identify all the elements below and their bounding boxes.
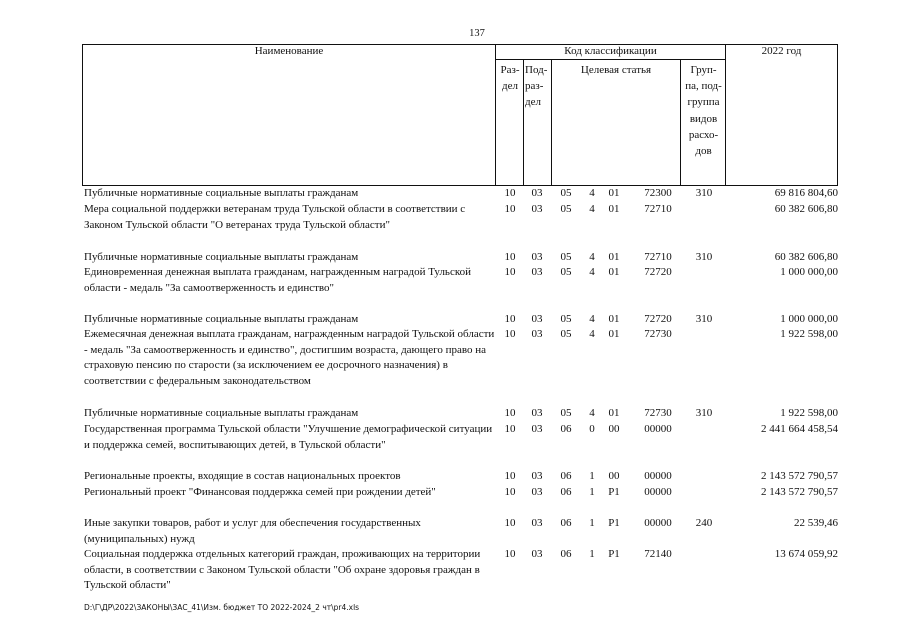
row-name: Региональные проекты, входящие в состав национальных проектов — [84, 470, 401, 482]
program-cell: 05 — [560, 203, 572, 215]
event-cell: P1 — [608, 486, 620, 498]
code-divider — [495, 59, 725, 60]
event-cell: P1 — [608, 548, 620, 560]
direction-cell: 72730 — [644, 407, 672, 419]
direction-cell: 72720 — [644, 266, 672, 278]
razdel-cell: 10 — [504, 187, 516, 199]
direction-cell: 72710 — [644, 251, 672, 263]
amount-cell: 69 816 804,60 — [774, 187, 838, 199]
row-name: Социальная поддержка отдельных категорий граждан, проживающих на территории области, в соответствии с Законом Тульской области "Об охране здоровья граждан в Тульской области" — [84, 548, 481, 592]
razdel-cell: 10 — [504, 486, 516, 498]
subprogram-cell: 1 — [589, 548, 595, 560]
direction-cell: 00000 — [644, 470, 672, 482]
amount-cell: 1 000 000,00 — [780, 266, 838, 278]
program-cell: 06 — [560, 423, 572, 435]
code-header: Код классификации — [564, 45, 657, 57]
event-cell: 00 — [608, 423, 620, 435]
program-cell: 05 — [560, 313, 572, 325]
subprogram-cell: 4 — [589, 203, 595, 215]
event-cell: 01 — [608, 407, 620, 419]
podrazdel-cell: 03 — [531, 251, 543, 263]
amount-cell: 1 922 598,00 — [780, 407, 838, 419]
row-name: Публичные нормативные социальные выплаты гражданам — [84, 313, 359, 325]
subprogram-cell: 0 — [589, 423, 595, 435]
row-name: Единовременная денежная выплата гражданам, награжденным наградой Тульской области - медаль "За самоотверженность и единство" — [84, 266, 471, 294]
podrazdel-cell: 03 — [531, 266, 543, 278]
event-cell: 01 — [608, 187, 620, 199]
direction-cell: 72730 — [644, 328, 672, 340]
vid-cell: 310 — [695, 251, 713, 263]
event-cell: 01 — [608, 266, 620, 278]
podrazdel-cell: 03 — [531, 203, 543, 215]
razdel-header: Раз- дел — [500, 64, 520, 93]
amount-cell: 13 674 059,92 — [774, 548, 838, 560]
row-name: Государственная программа Тульской области "Улучшение демографической ситуации и поддержка семей, воспитывающих детей, в Тульской области" — [84, 423, 493, 451]
subprogram-cell: 4 — [589, 313, 595, 325]
direction-cell: 72300 — [644, 187, 672, 199]
razdel-cell: 10 — [504, 517, 516, 529]
direction-cell: 00000 — [644, 517, 672, 529]
direction-cell: 72710 — [644, 203, 672, 215]
razdel-cell: 10 — [504, 423, 516, 435]
code-column-divider — [725, 44, 726, 186]
subprogram-cell: 4 — [589, 266, 595, 278]
name-column-divider — [495, 44, 496, 186]
podrazdel-cell: 03 — [531, 313, 543, 325]
program-cell: 06 — [560, 470, 572, 482]
direction-cell: 00000 — [644, 423, 672, 435]
program-cell: 06 — [560, 486, 572, 498]
name-header: Наименование — [254, 45, 324, 57]
podrazdel-cell: 03 — [531, 187, 543, 199]
razdel-cell: 10 — [504, 251, 516, 263]
vid-cell: 310 — [695, 407, 713, 419]
subprogram-cell: 1 — [589, 470, 595, 482]
amount-cell: 60 382 606,80 — [774, 203, 838, 215]
subprogram-cell: 4 — [589, 407, 595, 419]
row-name: Иные закупки товаров, работ и услуг для обеспечения государственных (муниципальных) нужд — [84, 517, 421, 545]
subprogram-cell: 4 — [589, 328, 595, 340]
razdel-cell: 10 — [504, 470, 516, 482]
podrazdel-cell: 03 — [531, 486, 543, 498]
subprogram-cell: 1 — [589, 486, 595, 498]
amount-cell: 2 143 572 790,57 — [761, 486, 838, 498]
header-right-border — [837, 44, 838, 186]
vid-cell: 310 — [695, 187, 713, 199]
podrazdel-cell: 03 — [531, 517, 543, 529]
event-cell: 01 — [608, 203, 620, 215]
amount-cell: 60 382 606,80 — [774, 251, 838, 263]
event-cell: 01 — [608, 251, 620, 263]
podrazdel-cell: 03 — [531, 470, 543, 482]
vid-cell: 310 — [695, 313, 713, 325]
direction-cell: 72720 — [644, 313, 672, 325]
row-name: Публичные нормативные социальные выплаты гражданам — [84, 251, 359, 263]
subprogram-cell: 4 — [589, 187, 595, 199]
program-cell: 05 — [560, 266, 572, 278]
razdel-cell: 10 — [504, 313, 516, 325]
row-name: Публичные нормативные социальные выплаты гражданам — [84, 407, 359, 419]
event-cell: P1 — [608, 517, 620, 529]
row-name: Публичные нормативные социальные выплаты гражданам — [84, 187, 359, 199]
subprogram-cell: 4 — [589, 251, 595, 263]
program-cell: 05 — [560, 328, 572, 340]
razdel-divider — [523, 59, 524, 186]
program-cell: 06 — [560, 517, 572, 529]
podrazdel-cell: 03 — [531, 548, 543, 560]
razdel-cell: 10 — [504, 407, 516, 419]
program-cell: 05 — [560, 251, 572, 263]
amount-cell: 1 922 598,00 — [780, 328, 838, 340]
razdel-cell: 10 — [504, 328, 516, 340]
tselevaya-divider — [680, 59, 681, 186]
razdel-cell: 10 — [504, 548, 516, 560]
program-cell: 05 — [560, 407, 572, 419]
razdel-cell: 10 — [504, 203, 516, 215]
event-cell: 01 — [608, 328, 620, 340]
podrazdel-header: Под- раз- дел — [525, 64, 548, 109]
razdel-cell: 10 — [504, 266, 516, 278]
amount-cell: 2 441 664 458,54 — [761, 423, 838, 435]
program-cell: 06 — [560, 548, 572, 560]
direction-cell: 00000 — [644, 486, 672, 498]
vidy-rashodov-header: Груп- па, под- группа видов расхо- дов — [685, 64, 722, 158]
subprogram-cell: 1 — [589, 517, 595, 529]
podrazdel-cell: 03 — [531, 328, 543, 340]
row-name: Региональный проект "Финансовая поддержка семей при рождении детей" — [84, 486, 436, 498]
header-left-border — [82, 44, 83, 186]
page-number: 137 — [469, 28, 485, 39]
row-name: Мера социальной поддержки ветеранам труда Тульской области в соответствии с Законом Тульской области "О ветеранах труда Тульской области" — [84, 203, 466, 231]
podrazdel-cell: 03 — [531, 407, 543, 419]
direction-cell: 72140 — [644, 548, 672, 560]
amount-cell: 2 143 572 790,57 — [761, 470, 838, 482]
event-cell: 00 — [608, 470, 620, 482]
podrazdel-cell: 03 — [531, 423, 543, 435]
vid-cell: 240 — [695, 517, 713, 529]
row-name: Ежемесячная денежная выплата гражданам, награжденным наградой Тульской области - медаль "За самоотверженность и единство", достигшим возраста, дающего право на страховую пенсию по старости (за исключением ее досрочного назначения) в соответствии с федеральным законодательством — [84, 328, 495, 387]
tselevaya-header: Целевая статья — [580, 64, 652, 76]
amount-cell: 1 000 000,00 — [780, 313, 838, 325]
program-cell: 05 — [560, 187, 572, 199]
year-header: 2022 год — [761, 45, 802, 57]
file-path-footer: D:\Г\ДР\2022\ЗАКОНЫ\ЗАС_41\Изм. бюджет ТО 2022-2024_2 чт\pr4.xls — [84, 603, 360, 612]
amount-cell: 22 539,46 — [794, 517, 838, 529]
event-cell: 01 — [608, 313, 620, 325]
